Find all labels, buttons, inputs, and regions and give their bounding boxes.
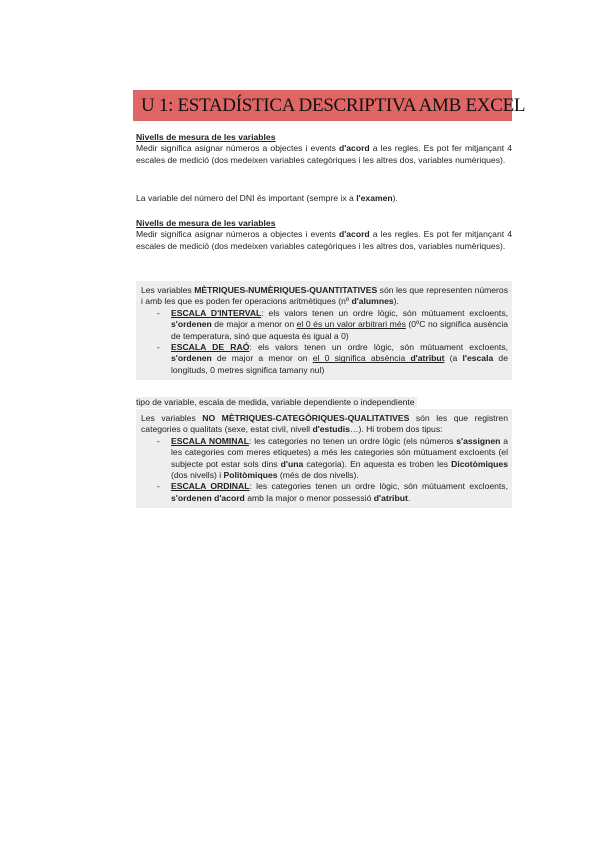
variable-types-note: tipo de variable, escala de medida, variable dependiente o independiente <box>136 397 415 407</box>
bold-run: d'acord <box>338 229 370 240</box>
bold-run: d'atribut <box>373 492 408 503</box>
nominal-scale-label: ESCALA NOMINAL <box>171 435 249 446</box>
bold-underlined-run: d'atribut <box>410 353 445 364</box>
section-2 <box>136 218 512 252</box>
text-run: Medir significa asignar números a objectes i events <box>136 229 339 240</box>
dni-note <box>136 193 512 204</box>
categorical-scale-list <box>141 436 508 504</box>
title-banner <box>133 90 526 121</box>
section-2-paragraph <box>136 229 512 252</box>
bold-run: Dicotòmiques <box>451 458 508 469</box>
bold-run: s'ordenen d'acord <box>171 492 245 503</box>
text-run: (0ºC no significa ausència de temperatura, sinó que aquesta és igual a 0) <box>171 319 509 341</box>
underlined-run: el 0 és un valor arbitrari més <box>296 319 406 330</box>
text-run: (dos nivells) i <box>171 470 224 481</box>
section-1-paragraph <box>136 143 512 166</box>
list-item <box>171 308 508 342</box>
text-run: : els valors tenen un ordre lògic, són mútuament excloents, <box>249 342 509 353</box>
section-2-heading: Nivells de mesura de les variables <box>136 218 276 228</box>
list-item <box>171 436 508 482</box>
text-run: són les que representen números i amb les que es poden fer operacions aritmètiques (nº <box>141 285 508 307</box>
text-run: : les categories tenen un ordre lògic, són mútuament excloents, <box>249 481 508 492</box>
interval-scale-label: ESCALA D'INTERVAL <box>171 307 262 318</box>
text-run: categoria). En aquesta es troben les <box>303 458 452 469</box>
text-run: ). <box>392 193 398 203</box>
page-title: U 1: ESTADÍSTICA DESCRIPTIVA AMB EXCEL <box>141 94 526 116</box>
bold-run: d'alumnes <box>351 296 394 307</box>
bold-run: l'escala <box>462 353 494 364</box>
bold-run: s'ordenen <box>171 319 212 330</box>
text-run: La variable del número del DNI és important (sempre ix a <box>136 193 357 203</box>
text-run: …). Hi trobem dos tipus: <box>349 424 443 435</box>
text-run: (més de dos nivells). <box>277 470 359 481</box>
text-run: amb la major o menor possessió <box>244 492 374 503</box>
bold-run: NO MÈTRIQUES-CATEGÒRIQUES-QUALITATIVES <box>202 413 410 423</box>
categorical-intro <box>141 413 508 436</box>
text-run: (a <box>444 353 463 364</box>
underlined-run: el 0 significa absència <box>312 353 411 364</box>
text-run: : els valors tenen un ordre lògic, són mútuament excloents, <box>261 307 508 318</box>
text-run: de longituds, 0 metres significa tamany nul) <box>171 353 508 375</box>
text-run: : les categories no tenen un ordre lògic (els números <box>248 435 457 446</box>
list-item <box>171 342 508 376</box>
text-run: de major a menor on <box>211 319 297 330</box>
text-run: són les que registren categories o qualitats (sexe, estat civil, nivell <box>141 413 508 435</box>
text-run: . <box>407 492 411 503</box>
text-run: Les variables <box>141 413 203 423</box>
bold-run: Politòmiques <box>223 470 278 481</box>
metric-intro <box>141 285 508 308</box>
bold-run: s'assignen <box>456 435 501 446</box>
bold-run: d'acord <box>338 143 370 154</box>
text-run: a les categories com meres etiquetes) a més les categories són mútuament excloents (el subjecte pot estar sols dins <box>171 435 509 469</box>
section-1-heading: Nivells de mesura de les variables <box>136 132 276 142</box>
text-run: ). <box>393 296 399 307</box>
ratio-scale-label: ESCALA DE RAÓ <box>171 342 250 353</box>
text-run: Medir significa asignar números a objectes i events <box>136 143 339 154</box>
text-run: a les regles. Es pot fer mitjançant 4 escales de medició (dos medeixen variables categòriques i les altres dos, variables numèriques). <box>136 229 512 251</box>
categorical-variables-box <box>136 409 512 508</box>
bold-run: d'estudis <box>312 424 350 435</box>
bold-run: d'una <box>280 458 304 469</box>
bold-run: l'examen <box>356 193 393 203</box>
ordinal-scale-label: ESCALA ORDINAL <box>171 481 250 492</box>
bold-run: s'ordenen <box>171 353 212 364</box>
text-run: de major a menor on <box>211 353 313 364</box>
text-run: a les regles. Es pot fer mitjançant 4 escales de medició (dos medeixen variables categòriques i les altres dos, variables numèriques). <box>136 143 512 165</box>
section-1 <box>136 132 512 166</box>
text-run: Les variables <box>141 285 195 295</box>
bold-run: MÈTRIQUES-NUMÈRIQUES-QUANTITATIVES <box>194 285 378 295</box>
list-item <box>171 481 508 504</box>
metric-scale-list <box>141 308 508 376</box>
metric-variables-box <box>136 281 512 380</box>
